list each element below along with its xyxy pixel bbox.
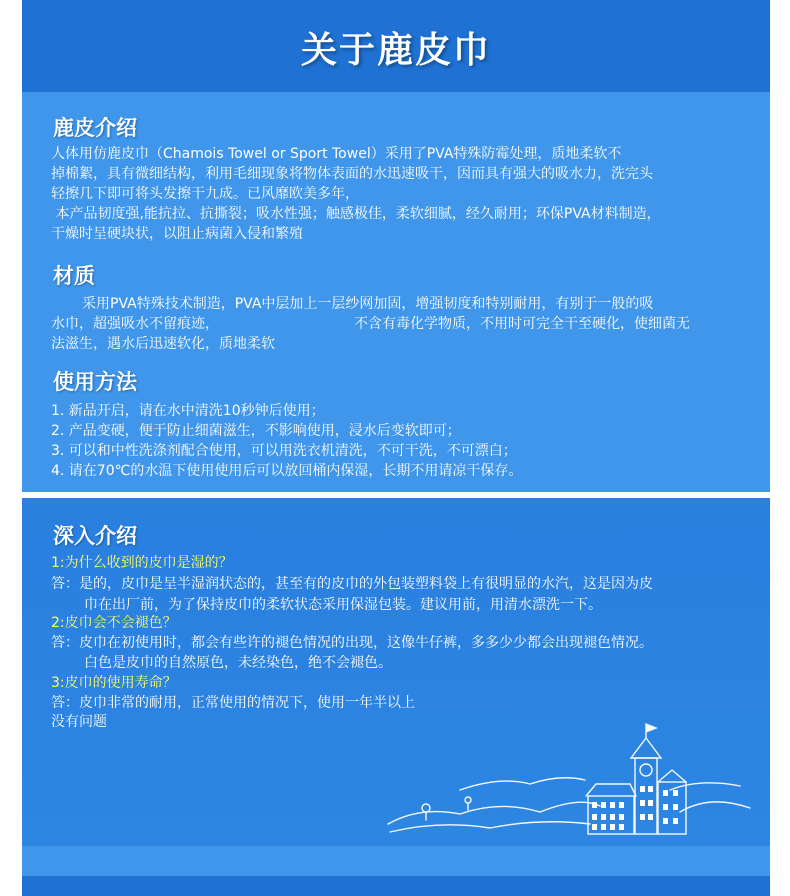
tree-icon — [422, 804, 430, 812]
faq-answer: 答：皮巾在初使用时，都会有些许的褪色情况的出现，这像牛仔裤，多多少少都会出现褪色情况。 — [51, 635, 653, 651]
bottom-strip — [22, 876, 770, 896]
faq-answer: 白色是皮巾的自然原色，未经染色，绝不会褪色。 — [84, 655, 392, 671]
intro-heading: 鹿皮介绍 — [53, 116, 137, 140]
castle-landscape-illustration — [380, 720, 760, 846]
faq-question: 1:为什么收到的皮巾是湿的？ — [51, 555, 233, 571]
tree-icon — [465, 797, 471, 803]
footer-band — [22, 846, 770, 876]
faq-question: 3:皮巾的使用寿命？ — [51, 675, 177, 691]
material-line: 采用PVA特殊技术制造，PVA中层加上一层纱网加固，增强韧度和特别耐用，有别于一般的吸 — [82, 296, 654, 312]
castle-tower — [635, 758, 657, 834]
clock-icon — [640, 764, 652, 776]
intro-line: 干燥时呈硬块状，以阻止病菌入侵和繁殖 — [51, 226, 303, 242]
faq-question: 2:皮巾会不会褪色？ — [51, 615, 177, 631]
material-heading: 材质 — [53, 264, 95, 288]
usage-step: 1. 新品开启，请在水中清洗10秒钟后使用； — [51, 403, 325, 419]
info-panel — [22, 92, 770, 492]
intro-line: 本产品韧度强,能抗拉、抗撕裂；吸水性强；触感极佳，柔软细腻，经久耐用；环保PVA材料制造， — [51, 206, 661, 222]
faq-heading: 深入介绍 — [53, 524, 137, 548]
faq-answer: 答：是的，皮巾是呈半湿润状态的，甚至有的皮巾的外包装塑料袋上有很明显的水汽，这是因为皮 — [51, 576, 653, 592]
hill-line — [670, 783, 740, 790]
usage-step: 3. 可以和中性洗涤剂配合使用，可以用洗衣机清洗，不可干洗，不可漂白； — [51, 443, 517, 459]
material-line: 不含有毒化学物质，不用时可完全干至硬化，使细菌无 — [354, 316, 690, 332]
material-line: 水巾，超强吸水不留痕迹， — [51, 316, 219, 332]
faq-answer: 没有问题 — [51, 714, 107, 730]
usage-step: 4. 请在70℃的水温下使用使用后可以放回桶内保湿，长期不用请凉干保存。 — [51, 463, 523, 479]
intro-line: 人体用仿鹿皮巾（Chamois Towel or Sport Towel）采用了PVA特殊防霉处理，质地柔软不 — [51, 146, 622, 162]
hill-line — [460, 778, 585, 790]
header-banner — [22, 0, 770, 92]
usage-heading: 使用方法 — [53, 370, 137, 394]
hill-line — [390, 822, 590, 832]
faq-answer: 答：皮巾非常的耐用，正常使用的情况下，使用一年半以上 — [51, 695, 415, 711]
faq-answer: 巾在出厂前，为了保持皮巾的柔软状态采用保湿包装。建议用前，用清水漂洗一下。 — [84, 597, 602, 613]
hill-line — [388, 802, 600, 824]
intro-line: 轻擦几下即可将头发擦干九成。已风靡欧美多年， — [51, 186, 359, 202]
usage-step: 2. 产品变硬，便于防止细菌滋生，不影响使用，浸水后变软即可； — [51, 423, 461, 439]
intro-line: 掉棉絮，具有微细结构，利用毛细现象将物体表面的水迅速吸干，因而具有强大的吸水力，洗完头 — [51, 166, 653, 182]
hill-line — [680, 802, 750, 812]
page-title: 关于鹿皮巾 — [300, 30, 491, 71]
material-line: 法滋生，遇水后迅速软化，质地柔软 — [51, 336, 275, 352]
